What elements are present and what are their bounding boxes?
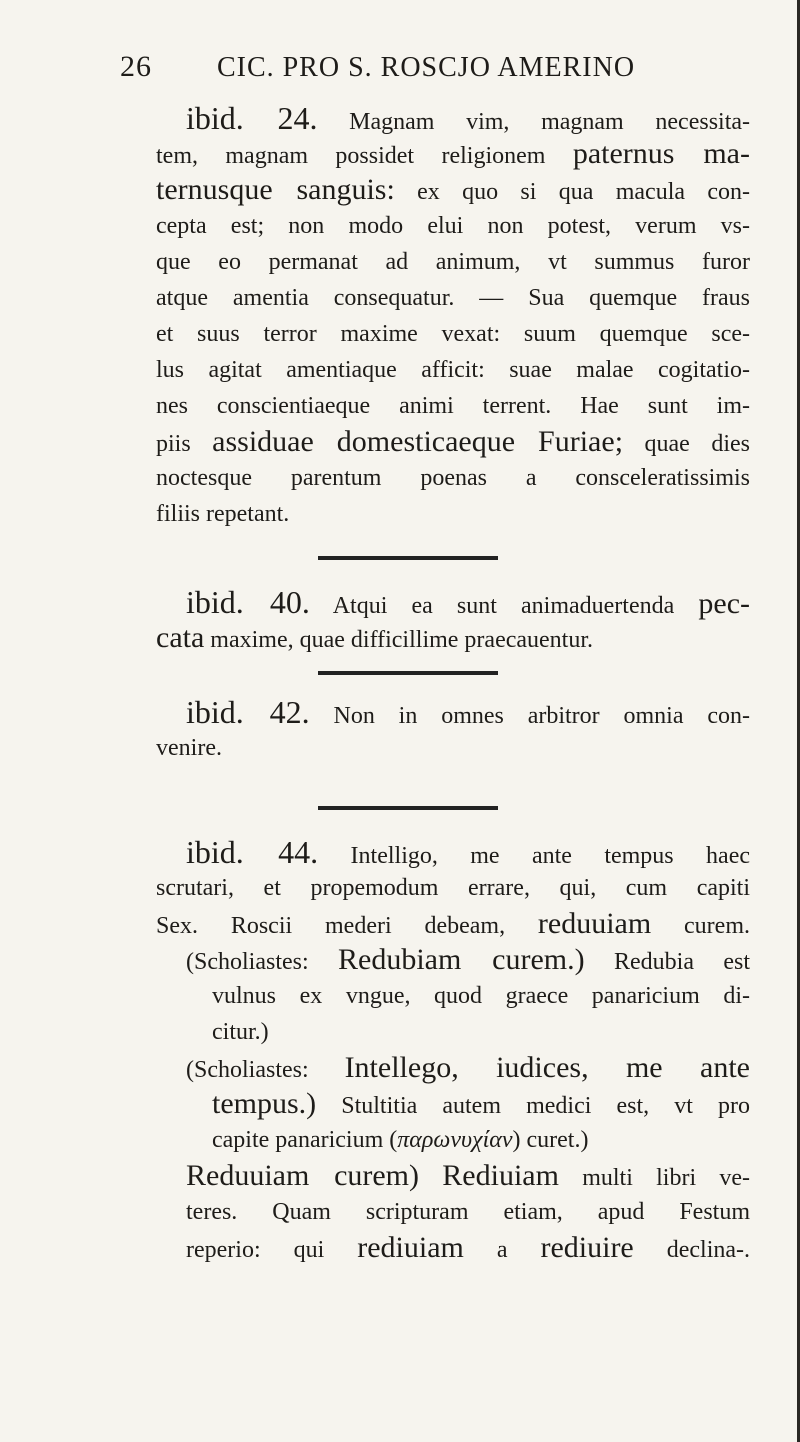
text-line: Reduuiam curem) Rediuiam multi libri ve- bbox=[186, 1159, 751, 1192]
text-line: venire. bbox=[156, 735, 222, 761]
emphasis: assiduae domesticaeque Furiae; bbox=[212, 425, 624, 458]
text-line: (Scholiastes: Intellego, iudices, me ante bbox=[186, 1051, 750, 1084]
emphasis: rediuiam bbox=[357, 1231, 464, 1264]
text-line: Sex. Roscii mederi debeam, reduuiam curem. bbox=[156, 907, 750, 940]
running-title: CIC. PRO S. ROSCJO AMERINO bbox=[216, 52, 636, 83]
section-divider bbox=[318, 806, 498, 810]
text-line: filiis repetant. bbox=[156, 501, 290, 527]
text-line: capite panaricium (παρωνυχίαν) curet.) bbox=[212, 1127, 589, 1153]
page-number: 26 bbox=[120, 50, 152, 83]
text-line: ibid. 24. Magnam vim, magnam necessita- bbox=[186, 100, 751, 136]
section-divider bbox=[318, 671, 498, 675]
text-line: que eo permanat ad animum, vt summus furor bbox=[156, 249, 750, 275]
text-line: piis assiduae domesticaeque Furiae; quae dies bbox=[156, 425, 750, 458]
emphasis: ternusque sanguis: bbox=[156, 173, 395, 206]
text-line: teres. Quam scripturam etiam, apud Festum bbox=[186, 1199, 750, 1225]
emphasis: Intellego, iudices, me ante bbox=[344, 1051, 750, 1084]
emphasis: paternus ma- bbox=[572, 137, 750, 170]
text-line: tempus.) Stultitia autem medici est, vt pro bbox=[212, 1087, 750, 1120]
section-ibid-40 bbox=[156, 584, 750, 656]
text-line: ternusque sanguis: ex quo si qua macula con- bbox=[156, 173, 751, 206]
emphasis: Rediuiam bbox=[442, 1159, 559, 1192]
emphasis: reduuiam bbox=[537, 907, 652, 940]
emphasis: tempus.) bbox=[212, 1087, 317, 1120]
text-line: vulnus ex vngue, quod graece panaricium di- bbox=[212, 983, 750, 1009]
text-line: lus agitat amentiaque afficit: suae malae cogitatio- bbox=[156, 357, 750, 383]
text-line: scrutari, et propemodum errare, qui, cum capiti bbox=[156, 875, 750, 901]
section-ibid-24 bbox=[156, 100, 750, 532]
emphasis: rediuire bbox=[540, 1231, 634, 1264]
text-line: citur.) bbox=[212, 1019, 269, 1045]
text-line: atque amentia consequatur. — Sua quemque fraus bbox=[156, 285, 750, 311]
running-head bbox=[120, 50, 740, 84]
emphasis: Reduuiam curem) bbox=[186, 1159, 420, 1192]
text-line: et suus terror maxime vexat: suum quemque sce- bbox=[156, 321, 750, 347]
text-line: cata maxime, quae difficillime praecauentur. bbox=[156, 621, 594, 654]
text-line: (Scholiastes: Redubiam curem.) Redubia est bbox=[186, 943, 750, 976]
text-line: noctesque parentum poenas a consceleratissimis bbox=[156, 465, 750, 491]
greek-word: παρωνυχίαν bbox=[397, 1127, 513, 1153]
text-line: reperio: qui rediuiam a rediuire declina-. bbox=[186, 1231, 751, 1264]
text-line: ibid. 44. Intelligo, me ante tempus haec bbox=[186, 834, 750, 870]
text-line: tem, magnam possidet religionem paternus ma- bbox=[156, 137, 750, 170]
text-line: nes conscientiaeque animi terrent. Hae sunt im- bbox=[156, 393, 750, 419]
text-line: cepta est; non modo elui non potest, verum vs- bbox=[156, 213, 750, 239]
text-line: ibid. 42. Non in omnes arbitror omnia con- bbox=[186, 694, 751, 730]
section-divider bbox=[318, 556, 498, 560]
emphasis: Redubiam curem.) bbox=[338, 943, 585, 976]
emphasis: cata bbox=[156, 621, 205, 654]
section-ibid-42 bbox=[156, 694, 750, 766]
emphasis: pec- bbox=[698, 587, 751, 620]
section-ibid-44 bbox=[156, 834, 750, 1266]
text-line: ibid. 40. Atqui ea sunt animaduertenda pec- bbox=[186, 584, 751, 620]
